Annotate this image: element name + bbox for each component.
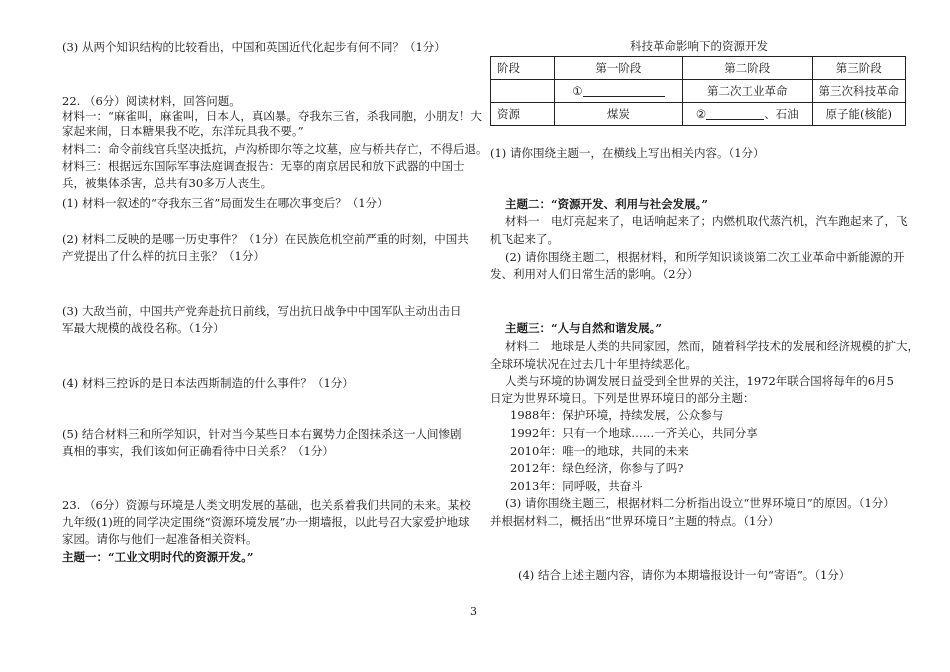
right-q3-line2: 并根据材料二，概括出“世界环境日”主题的特点。（1分） [490,514,780,528]
blank-2-cell [683,103,812,126]
answer-blank-1[interactable] [583,84,665,97]
q23-line3: 家园。请你与他们一起准备相关资料。 [62,532,258,546]
resource-label: 资源 [497,107,520,121]
table-cell: 第三次科技革命 [812,80,906,103]
table-row [491,80,906,103]
oil-label: 、石油 [764,107,799,121]
table-cell: 第三阶段 [812,57,906,80]
table-cell: 阶段 [491,57,555,80]
table-cell: 第二阶段 [683,57,812,80]
q22-heading: 22. （6分）阅读材料，回答问题。 [62,94,241,108]
q22-part4: (4) 材料三控诉的是日本法西斯制造的什么事件？（1分） [62,376,354,390]
q22-part1: (1) 材料一叙述的“夺我东三省”局面发生在哪次事变后？（1分） [62,196,389,210]
theme2-material1-line1: 材料一 电灯亮起来了，电话响起来了；内燃机取代蒸汽机，汽车跑起来了，飞 [505,214,908,228]
theme3-material2-line2: 全球环境状况在过去几十年里持续恶化。 [490,357,697,371]
theme3-heading: 主题三：“人与自然和谐发展。” [505,321,662,335]
q22-part2-line2: 产党提出了什么样的抗日主张？（1分） [62,249,265,263]
theme-1988: 1988年：保护环境，持续发展，公众参与 [510,408,724,422]
right-q1: (1) 请你围绕主题一，在横线上写出相关内容。（1分） [490,146,765,160]
q22-part5-line1: (5) 结合材料三和所学知识，针对当今某些日本右翼势力企图抹杀这一人间惨剧 [62,427,462,441]
table-cell [491,80,555,103]
theme2-material1-line2: 机飞起来了。 [490,232,559,246]
table-cell: 煤炭 [554,103,682,126]
q22-part3-line2: 军最大规模的战役名称。（1分） [62,321,225,335]
q22-part2-line1: (2) 材料二反映的是哪一历史事件？（1分）在民族危机空前严重的时刻，中国共 [62,232,469,246]
q23-line2: 九年级(1)班的同学决定围绕“资源环境发展”办一期墙报，以此号召大家爱护地球 [62,515,470,529]
theme3-material2-line3: 人类与环境的协调发展日益受到全世界的关注，1972年联合国将每年的6月5 [505,374,894,388]
right-q4: (4) 结合上述主题内容，请你为本期墙报设计一句“寄语”。（1分） [518,568,851,582]
right-q2-line1: (2) 请你围绕主题二，根据材料，和所学知识谈谈第二次工业革命中新能源的开 [505,250,905,264]
resource-table [490,56,906,126]
q21-part3: (3) 从两个知识结构的比较看出，中国和英国近代化起步有何不同？（1分） [62,40,446,54]
theme1-heading: 主题一：“工业文明时代的资源开发。” [62,550,254,564]
table-row [491,57,906,80]
theme-2012: 2012年：绿色经济，你参与了吗? [510,461,684,475]
q22-part3-line1: (3) 大敌当前，中国共产党奔赴抗日前线，写出抗日战争中中国军队主动出击日 [62,304,462,318]
page-number: 3 [470,605,477,618]
q22-material3-line1: 材料三：根据远东国际军事法庭调查报告：无辜的南京居民和放下武器的中国士 [62,159,465,173]
q22-material1-line2: 家起来闹，日本糖果我不吃，东洋玩具我不要。” [62,124,304,138]
q22-part5-line2: 真相的事实，我们该如何正确看待中日关系？（1分） [62,444,334,458]
theme3-material2-line1: 材料二 地球是人类的共同家园，然而，随着科学技术的发展和经济规模的扩大， [505,339,919,353]
table-cell [491,103,555,126]
theme2-heading: 主题二：“资源开发、利用与社会发展。” [505,197,708,211]
q22-material2: 材料二：命令前线官兵坚决抵抗，卢沟桥即尔等之坟墓，应与桥共存亡，不得后退。 [62,142,488,156]
theme-2010: 2010年：唯一的地球，共同的未来 [510,444,689,458]
theme-2013: 2013年：同呼吸，共奋斗 [510,479,643,493]
theme-1992: 1992年：只有一个地球……一齐关心，共同分享 [510,426,758,440]
blank-1-cell [554,80,682,103]
table-row [491,103,906,126]
right-q3-line1: (3) 请你围绕主题三，根据材料二分析指出设立“世界环境日”的原因。（1分） [505,496,895,510]
circled-number-1: ① [572,84,583,98]
q23-line1: 23. （6分）资源与环境是人类文明发展的基础，也关系着我们共同的未来。某校 [62,498,471,512]
q22-material3-line2: 兵，被集体杀害，总共有30多万人丧生。 [62,176,273,190]
table-cell: 原子能(核能) [812,103,906,126]
theme3-material2-line4: 日定为世界环境日。下列是世界环境日的部分主题： [490,391,755,405]
table-cell: 第一阶段 [554,57,682,80]
table-cell: 第二次工业革命 [683,80,812,103]
q22-material1-line1: 材料一：“麻雀叫，麻雀叫，日本人，真凶暴。夺我东三省，杀我同胞，小朋友！大 [62,109,482,123]
answer-blank-2[interactable] [706,107,764,120]
table-title: 科技革命影响下的资源开发 [630,39,768,53]
circled-number-2: ② [695,107,707,121]
right-q2-line2: 发、利用对人们日常生活的影响。（2分） [490,267,699,281]
